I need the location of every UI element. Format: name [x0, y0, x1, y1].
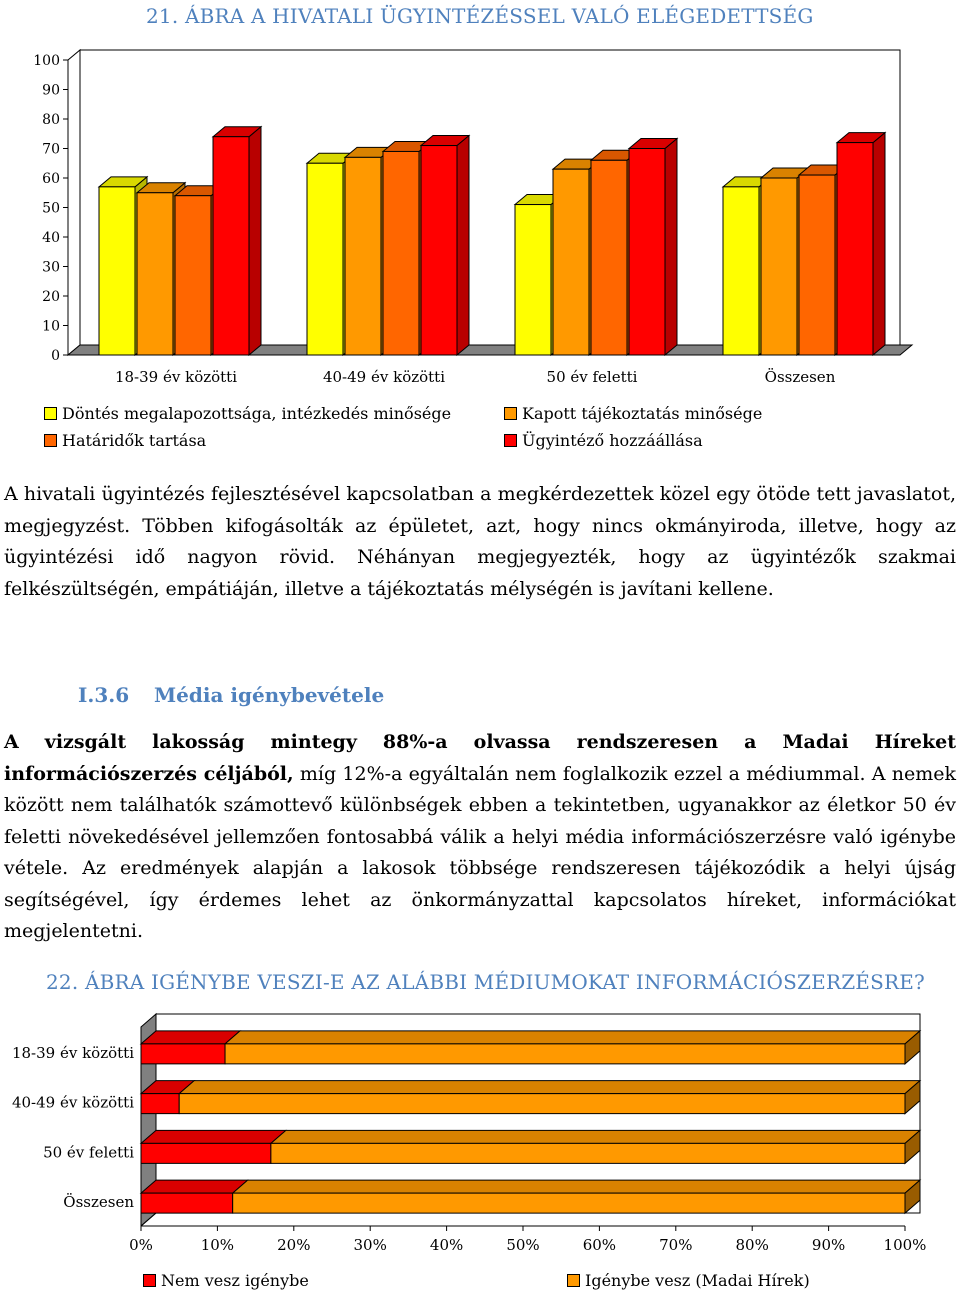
hbar-end: [905, 1081, 920, 1114]
y-tick-label: 40-49 év közötti: [11, 1093, 134, 1112]
hbar-end: [905, 1180, 920, 1213]
hbar-top: [141, 1130, 286, 1143]
floor-edge: [141, 1213, 156, 1226]
y-tick-label: Összesen: [63, 1193, 134, 1212]
y-tick-label: 80: [42, 112, 60, 128]
hbar-4-2: [233, 1180, 920, 1213]
x-tick-label: 18-39 év közötti: [114, 368, 238, 386]
satisfaction-bar-chart: [0, 0, 960, 470]
back-wall: [156, 1014, 920, 1213]
bar-front: [213, 137, 249, 355]
y-tick-label: 100: [33, 53, 60, 69]
bar-front: [837, 143, 873, 355]
hbar-4-1: [141, 1180, 248, 1213]
bar-front: [137, 193, 173, 355]
y-tick-label: 0: [51, 348, 60, 364]
x-tick-label: 0%: [129, 1236, 153, 1254]
bar-side: [249, 127, 261, 355]
hbar-front: [225, 1044, 905, 1064]
bar-2-4: [421, 136, 469, 355]
legend-label-3: Határidők tartása: [62, 431, 207, 450]
hbar-1-1: [141, 1031, 240, 1064]
section-title: Média igénybevétele: [154, 683, 385, 707]
legend-label-1: Döntés megalapozottsága, intézkedés minősége: [62, 404, 452, 423]
hbar-front: [141, 1193, 233, 1213]
bar-4-4: [837, 133, 885, 355]
side-wall: [141, 1014, 156, 1226]
hbar-end: [905, 1031, 920, 1064]
bar-front: [591, 160, 627, 355]
bar-side: [665, 139, 677, 356]
x-tick-label: 70%: [659, 1236, 693, 1254]
hbar-front: [141, 1094, 179, 1114]
bar-front: [553, 169, 589, 355]
hbar-top: [141, 1031, 240, 1044]
x-tick-label: 20%: [277, 1236, 311, 1254]
paragraph-media: [4, 727, 956, 948]
bar-1-4: [213, 127, 261, 355]
legend2-item-2: [567, 1271, 810, 1291]
hbar-top: [233, 1180, 920, 1193]
legend-item-1: [44, 404, 451, 424]
figure-caption-21: 21. ÁBRA A HIVATALI ÜGYINTÉZÉSSEL VALÓ ELÉGEDETTSÉG: [146, 4, 814, 28]
x-tick-label: 40-49 év közötti: [322, 368, 446, 386]
y-tick-label: 30: [42, 259, 60, 276]
x-tick-label: Összesen: [764, 368, 836, 386]
x-tick-label: 10%: [200, 1236, 235, 1254]
y-tick-label: 60: [42, 171, 60, 187]
hbar-front: [141, 1143, 271, 1163]
bar-side: [873, 133, 885, 355]
paragraph-media-lead: A vizsgált lakosság mintegy 88%-a olvassa rendszeresen a Madai Híreket információszerzés céljából,: [4, 731, 956, 785]
x-tick-label: 50%: [506, 1236, 540, 1254]
legend2-label-2: Igénybe vesz (Madai Hírek): [585, 1271, 810, 1290]
x-tick-label: 50 év feletti: [546, 368, 638, 386]
bar-front: [345, 157, 381, 355]
hbar-front: [141, 1044, 225, 1064]
legend-swatch-1: [44, 407, 57, 420]
bar-front: [421, 146, 457, 355]
bar-3-4: [629, 139, 677, 356]
hbar-1-2: [225, 1031, 920, 1064]
y-tick-label: 50 év feletti: [43, 1143, 134, 1162]
y-tick-label: 70: [42, 141, 60, 158]
hbar-3-2: [271, 1130, 920, 1163]
legend-swatch-3: [44, 434, 57, 447]
x-tick-label: 60%: [582, 1236, 617, 1254]
x-tick-label: 100%: [883, 1236, 927, 1254]
hbar-2-2: [179, 1081, 920, 1114]
hbar-front: [271, 1143, 905, 1163]
y-tick-label: 40: [42, 230, 60, 246]
y-tick-label: 10: [42, 318, 60, 335]
bar-side: [457, 136, 469, 355]
hbar-top: [271, 1130, 920, 1143]
hbar-3-1: [141, 1130, 286, 1163]
bar-front: [175, 196, 211, 355]
bar-front: [629, 149, 665, 356]
hbar-end: [905, 1130, 920, 1163]
legend2-swatch-1: [143, 1274, 156, 1287]
hbar-front: [233, 1193, 905, 1213]
y-tick-label: 50: [42, 200, 60, 217]
bar-front: [383, 151, 419, 355]
bar-front: [723, 187, 759, 355]
legend-swatch-2: [504, 407, 517, 420]
hbar-front: [179, 1094, 905, 1114]
y-tick-label: 90: [42, 82, 60, 99]
x-tick-label: 30%: [353, 1236, 387, 1254]
legend-item-4: [504, 431, 703, 451]
y-tick-label: 18-39 év közötti: [11, 1043, 134, 1062]
paragraph-media-body: míg 12%-a egyáltalán nem foglalkozik ezzel a médiummal. A nemek között nem találhatók számottevő különbségek ebben a tekintetben, ugyanakkor az életkor 50 év feletti növekedésével jellemzően fontosabbá válik a helyi média információszerzésre való igénybe vétele. Az eredmények alapján a lakosok többsége rendszeresen tájékozódik a helyi újság segítségével, így érdemes lehet az önkormányzattal kapcsolatos híreket, információkat megjelentetni.: [4, 762, 957, 942]
legend-item-2: [504, 404, 762, 424]
section-number: I.3.6: [78, 683, 130, 707]
hbar-top: [141, 1180, 248, 1193]
paragraph-suggestions: A hivatali ügyintézés fejlesztésével kapcsolatban a megkérdezettek közel egy ötöde tett javaslatot, megjegyzést. Többen kifogásolták az épületet, azt, hogy nincs okmányiroda, illetve, hogy az ügyintézési idő nagyon rövid. Néhányan megjegyezték, hogy az ügyintézők szakmai felkészültségén, empátiáján, illetve a tájékoztatás mélységén is javítani kellene.: [4, 483, 956, 600]
legend-label-2: Kapott tájékoztatás minősége: [522, 404, 763, 423]
hbar-top: [141, 1081, 194, 1094]
bar-front: [99, 187, 135, 355]
hbar-top: [179, 1081, 920, 1094]
legend-label-4: Ügyintéző hozzáállása: [522, 431, 703, 450]
y-tick-label: 20: [42, 289, 60, 305]
x-tick-label: 90%: [811, 1236, 846, 1254]
bar-front: [307, 163, 343, 355]
x-tick-label: 40%: [429, 1236, 464, 1254]
figure-caption-22: 22. ÁBRA IGÉNYBE VESZI-E AZ ALÁBBI MÉDIUMOKAT INFORMÁCIÓSZERZÉSRE?: [46, 970, 925, 994]
bar-front: [515, 205, 551, 355]
legend2-swatch-2: [567, 1274, 580, 1287]
legend-item-3: [44, 431, 206, 451]
legend2-item-1: [143, 1271, 309, 1291]
bar-front: [799, 175, 835, 355]
section-heading: [78, 683, 384, 707]
hbar-2-1: [141, 1081, 194, 1114]
legend2-label-1: Nem vesz igénybe: [161, 1271, 309, 1290]
left-wall: [68, 50, 80, 355]
bar-front: [761, 178, 797, 355]
legend-swatch-4: [504, 434, 517, 447]
hbar-top: [225, 1031, 920, 1044]
x-tick-label: 80%: [735, 1236, 769, 1254]
